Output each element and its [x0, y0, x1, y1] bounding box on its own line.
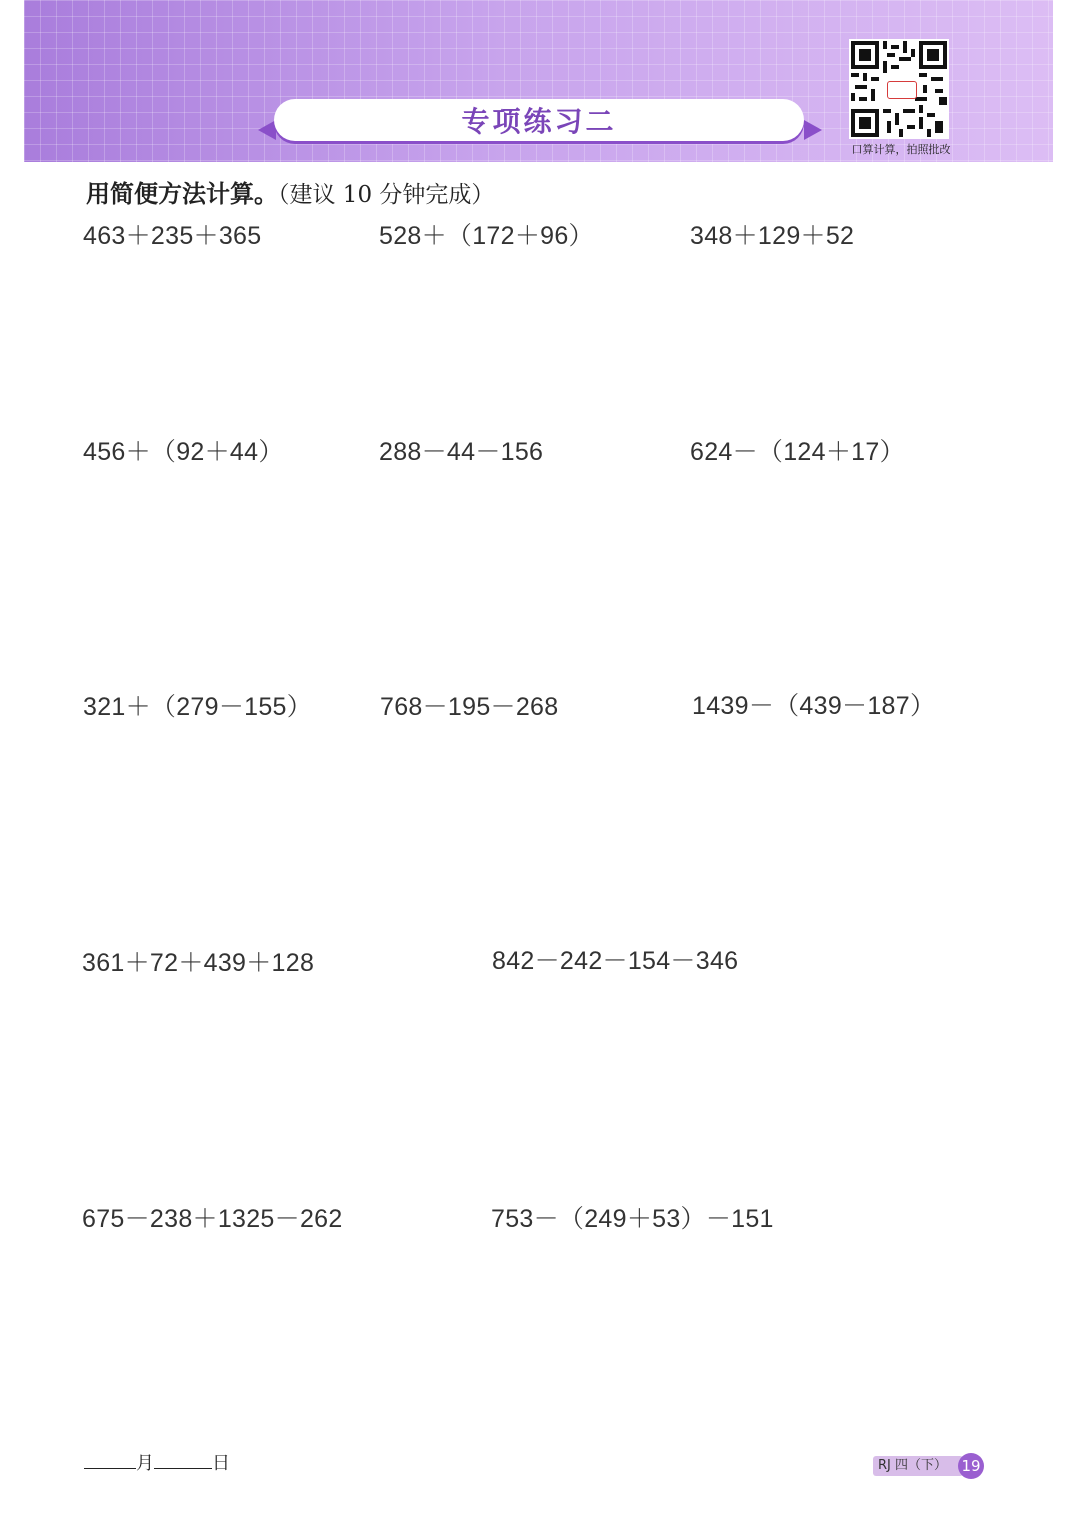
- ribbon-right-tail: [804, 120, 822, 140]
- problem-2: 528＋（172＋96）: [379, 222, 594, 250]
- problem-9: 1439－（439－187）: [692, 692, 936, 720]
- problem-11: 842－242－154－346: [492, 947, 739, 975]
- day-blank[interactable]: [154, 1450, 212, 1469]
- day-label: 日: [212, 1453, 230, 1474]
- problem-5: 288－44－156: [379, 438, 544, 466]
- qr-caption: 口算计算，拍照批改: [851, 143, 951, 156]
- title-banner: [274, 99, 804, 141]
- problem-3: 348＋129＋52: [690, 222, 855, 250]
- page-title: 专项练习二: [461, 105, 617, 138]
- problem-10: 361＋72＋439＋128: [82, 949, 315, 977]
- month-blank[interactable]: [84, 1450, 136, 1469]
- qr-logo-badge: [887, 81, 917, 99]
- problem-6: 624－（124＋17）: [690, 438, 905, 466]
- instruction-note: （建议 10 分钟完成）: [278, 182, 495, 208]
- date-fill-line: [84, 1449, 230, 1475]
- problem-13: 753－（249＋53）－151: [491, 1205, 774, 1233]
- problem-12: 675－238＋1325－262: [82, 1205, 343, 1233]
- problem-7: 321＋（279－155）: [83, 693, 313, 721]
- instruction: [86, 174, 494, 209]
- problem-4: 456＋（92＋44）: [83, 438, 284, 466]
- edition-tag: RJ 四（下）: [873, 1456, 963, 1476]
- page-number: 19: [958, 1453, 984, 1479]
- problem-1: 463＋235＋365: [83, 222, 262, 250]
- problem-8: 768－195－268: [380, 693, 559, 721]
- instruction-lead: 用简便方法计算。: [86, 180, 278, 208]
- qr-code-icon[interactable]: [849, 39, 949, 139]
- month-label: 月: [136, 1453, 154, 1474]
